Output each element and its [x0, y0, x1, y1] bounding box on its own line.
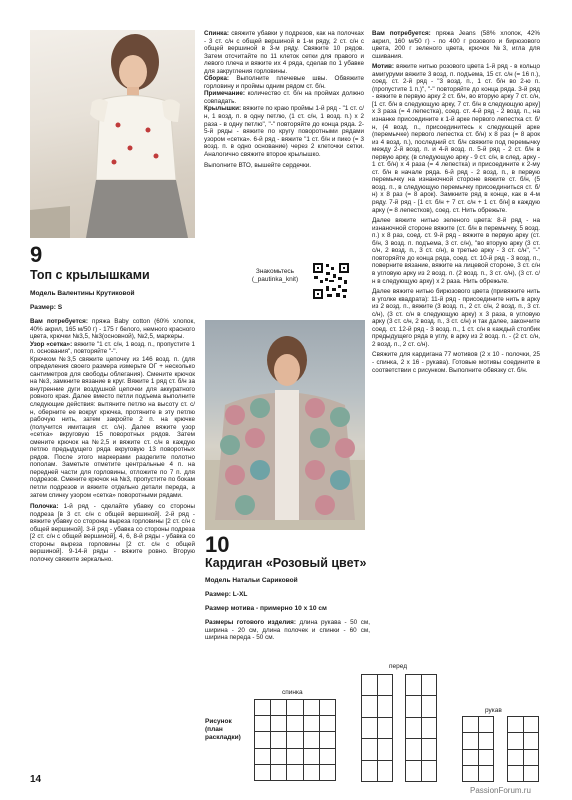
- pattern-9-title: Топ с крылышками: [30, 268, 150, 282]
- needs-10-label: Вам потребуется:: [372, 30, 431, 37]
- back-label: Спинка:: [204, 30, 229, 37]
- needs-label: Вам потребуется:: [30, 318, 88, 325]
- pattern-10-designer: Модель Натальи Сариковой: [205, 577, 298, 584]
- pattern-10-finished: [205, 619, 370, 642]
- front-label: Полочка:: [30, 503, 59, 511]
- qr-code-icon: [312, 262, 350, 300]
- finished-label: Размеры готового изделия:: [205, 619, 296, 626]
- assembly-label: Сборка:: [204, 75, 229, 83]
- pattern-10-motif-size: Размер мотива - примерно 10 х 10 см: [205, 605, 327, 612]
- wings-text: вяжите по краю проймы 1-й ряд - "1 ст. с/н, 1 возд. п. в одну петлю, (1 ст. с/н, 1 возд. п.) х 2 раза - в одну петлю", "-" повторяйте до конца ряда. 2-5-й ряды - вяжите по кругу поворотными рядами узором «сетка». 6-й ряд - вяжите "1 ст. б/н и пико (= 3 возд. п. в одно основание) через 2 клеточки сетки. Аналогично свяжите второе крылышко.: [204, 105, 364, 158]
- needs-10-text: пряжа Jeans (58% хлопок, 42% акрил, 160 м/50 г) - по 400 г розового и бирюзового цвета, 200 г зеленого цвета, крючок №3, игла для сшивания.: [372, 30, 540, 60]
- social-handle: (_pautinka_knit): [251, 275, 299, 283]
- scheme-label-sleeve: рукав: [485, 707, 502, 714]
- watermark: PassionForum.ru: [470, 786, 531, 795]
- column-1-text: [30, 318, 195, 564]
- grid-sleeve-right: [507, 716, 539, 782]
- note-text: количество ст. б/н на проймах должно совпадать.: [204, 90, 364, 105]
- needs-text: пряжа Baby cotton (60% хлопок, 40% акрил, 165 м/50 г) - 175 г белого, немного красного цвета, крючки №3,5, №3(основной), №2,5, маркеры.: [30, 318, 195, 341]
- grid-back: [254, 699, 336, 781]
- column-3-text: [372, 30, 540, 374]
- wings-label: Крылышки:: [204, 105, 242, 113]
- pattern-10-title: Кардиган «Розовый цвет»: [205, 556, 367, 570]
- back-text: свяжите убавки у подрезов, как на полочках - 3 ст. с/н с общей вершиной в 1-м ряду, 2 ст. с/н с общей вершиной в 3-м ряду. Свяжите 10 рядов. Затем отсчитайте по 11 клеток сетки для правого и левого плеча и вяжите их 4 ряда, сделав по 1 убавке для закругления горловины.: [204, 30, 364, 75]
- pattern-10-size: Размер: L-XL: [205, 591, 248, 598]
- social-caption: [240, 268, 310, 283]
- note-label: Примечание:: [204, 90, 245, 98]
- social-label: Знакомьтесь: [255, 268, 295, 275]
- grid-front-left: [361, 674, 393, 782]
- grid-sleeve-left: [462, 716, 494, 782]
- pattern-9-number: 9: [30, 242, 43, 267]
- assembly-text: Выполните плечевые швы. Обвяжите горловину и проймы одним рядом ст. б/н.: [204, 75, 364, 90]
- motif-label: Мотив:: [372, 63, 395, 71]
- column-2-text: [204, 30, 364, 170]
- photo-cardigan-pink: [205, 320, 365, 530]
- assembly-10-text: Свяжите для кардигана 77 мотивов (2 х 10 - полочки, 25 - спинка, 2 х 16 - рукава). Готовые мотивы соедините в соответствии с рисунком. Выполните обвязку ст. б/н.: [372, 351, 540, 374]
- green-text: Далее вяжите нитью зеленого цвета: 8-й ряд - на изнаночной стороне вяжите (ст. б/н в перемычку, 5 возд. п.) х 8 раз, соед. ст. 9-й ряд - вяжите в первую арку (ст. б/н, 3 возд. п. подъема, 3 ст. с/н), "во вторую арку (3 ст. с/н, 2 возд. п., 3 ст. с/н), в третью арку - 3 ст. с/н", "-" повторяйте до конца ряда, соед. ст. 10-й ряд - 3 возд. п., поверните вязание, вяжите на лицевой стороне, 3 ст. с/н в угловую арку из 2 возд. п. (2 возд. п., 3 ст. с/н), (3 ст. с/н в следующую арку) х 2 раза. Нить обрежьте.: [372, 217, 540, 285]
- turquoise-text: Далее вяжите нитью бирюзового цвета (привяжите нить в уголке квадрата): 11-й ряд - присоедините нить в арку из 2 возд. п., вяжите (3 возд. п., 2 ст. с/н, 2 возд. п., 3 ст. с/н), (3 ст. с/н в следующую арку) х 3 раза, в угловую арку (3 ст. с/н, 2 возд. п., 3 ст. с/н) и так далее, закончите соед. ст. 12-й ряд - 3 возд. п., 1 ст. с/н в каждый столбик предыдущего ряда в углу, в арку из 2 возд. п. - (2 ст. с/н, 2 возд. п., 2 ст. с/н).: [372, 288, 540, 348]
- scheme-label-back: спинка: [282, 689, 303, 696]
- pattern-10-number: 10: [205, 532, 230, 557]
- page-number: 14: [30, 774, 42, 785]
- scheme-label-front: перед: [389, 663, 408, 670]
- front-text: 1-й ряд - сделайте убавку со стороны подреза [в 3 ст. с/н с общей вершиной]. 2-й ряд - вяжите убавку со стороны выреза горловины [2 ст. с/н с общей вершиной]. 3-й ряд - убавка со стороны подреза [2 ст. с/н с общей вершиной], 4, 6, 8-й ряды - убавка со стороны выреза горловины [2 ст. с/н с общей вершиной]. 9-14-й ряды - вяжите ровно. Вторую полочку свяжите зеркально.: [30, 503, 195, 563]
- scheme-label: Рисунок (план раскладки): [205, 718, 241, 741]
- mesh-label: Узор «сетка»:: [30, 340, 73, 348]
- mesh-text: вяжите "1 ст. с/н, 1 возд. п., пропустите 1 п. основания", повторяйте "-".: [30, 340, 196, 356]
- photo-top-with-wings: [30, 30, 195, 238]
- finish-text: Выполните ВТО, вышейте сердечки.: [204, 162, 312, 170]
- motif-text: вяжите нитью розового цвета 1-й ряд - в кольцо амигуруми вяжите 3 возд. п. подъема, 15 ст. с/н (= 16 п.), соед. ст. 2-й ряд - "3 возд. п., 1 ст. б/н во 2-ю п. (пропустите 1 п.)", "-" повторяйте до конца ряда. 3-й ряд - вяжите в первую арку 2 ст. б/н, во вторую арку 7 ст. с/н, [1 ст. б/н в следующую арку, 7 ст. б/н в следующую арку] х 3 раза (= 4 лепестка), соед. ст. 4-й ряд - 2 возд. п., на изнанке присоедините к 1-й арке первого лепестка ст. б/н, (4 возд. п., присоединитесь к следующей арке (перемычке) первого лепестка ст. б/н) х 8 раз (= 8 арок из 4 возд. п.), последний ст. б/н свяжите под перемычку между 2-й возд. п. и 4-й возд. п. 5-й ряд - 2 ст. б/н в первую арку, (в следующую арку - 9 ст. с/н, в след. арку - 1 ст. б/н) х 4 раза (= 4 лепестка) и присоедините к 2-му ст. б/н в начале ряда. 6-й ряд - 2 возд. п., в первую перемычку на изнаночной стороне вяжите ст. б/н, (5 возд. п., в следующую перемычку присоединиться ст. б/н) х 8 раз (= 8 арок). Замкните ряд в конце, как в 4-м ряду. 7-й ряд - [1 ст. б/н + 7 ст. с/н + 1 ст. б/н] в каждую арку (= 8 лепестков), соед. ст. Нить обрежьте.: [372, 63, 540, 214]
- body-text: Крючком №3,5 свяжите цепочку из 146 возд. п. (для определения своего размера измерьте ОГ + несколько сантиметров для свободы облегания). Смените крючок на №3, замкните вязание в круг. Вяжите 1 ряд ст. б/н за внутренние дуги воздушной цепочки для аккуратного ровного края. Далее вместо петли подъема выполните следующие действия: вытяните петлю на высоту ст. с/н, оберните ее вокруг крючка, протяните в эту петлю рабочую нить, затем закройте 2 п. на крючке (получится имитация ст. с/н). Далее вяжите узор «сетка» вкруговую 15 поворотных рядов. Затем смените крючок на №2,5 и вяжите ст. с/н в каждую петлю предыдущего ряда вкруговую 13 поворотных рядов. После этого маркерами разделите полотно пополам. Заметьте отметите центральные 4 п. на передней части для горловины, отложите по 7 п. для подрезов. Смените крючок на №3, пропустите по бокам петли подрезов и вяжите отдельно детали переда, а затем спинку узором «сетка» поворотными рядами.: [30, 355, 195, 499]
- pattern-9-designer: Модель Валентины Крутиковой: [30, 290, 135, 297]
- finished-text: длина рукава - 50 см, ширина - 20 см, длина полочек и спинки - 60 см, ширина переда - 50 см.: [205, 619, 371, 642]
- grid-front-right: [405, 674, 437, 782]
- pattern-9-size: Размер: S: [30, 304, 63, 311]
